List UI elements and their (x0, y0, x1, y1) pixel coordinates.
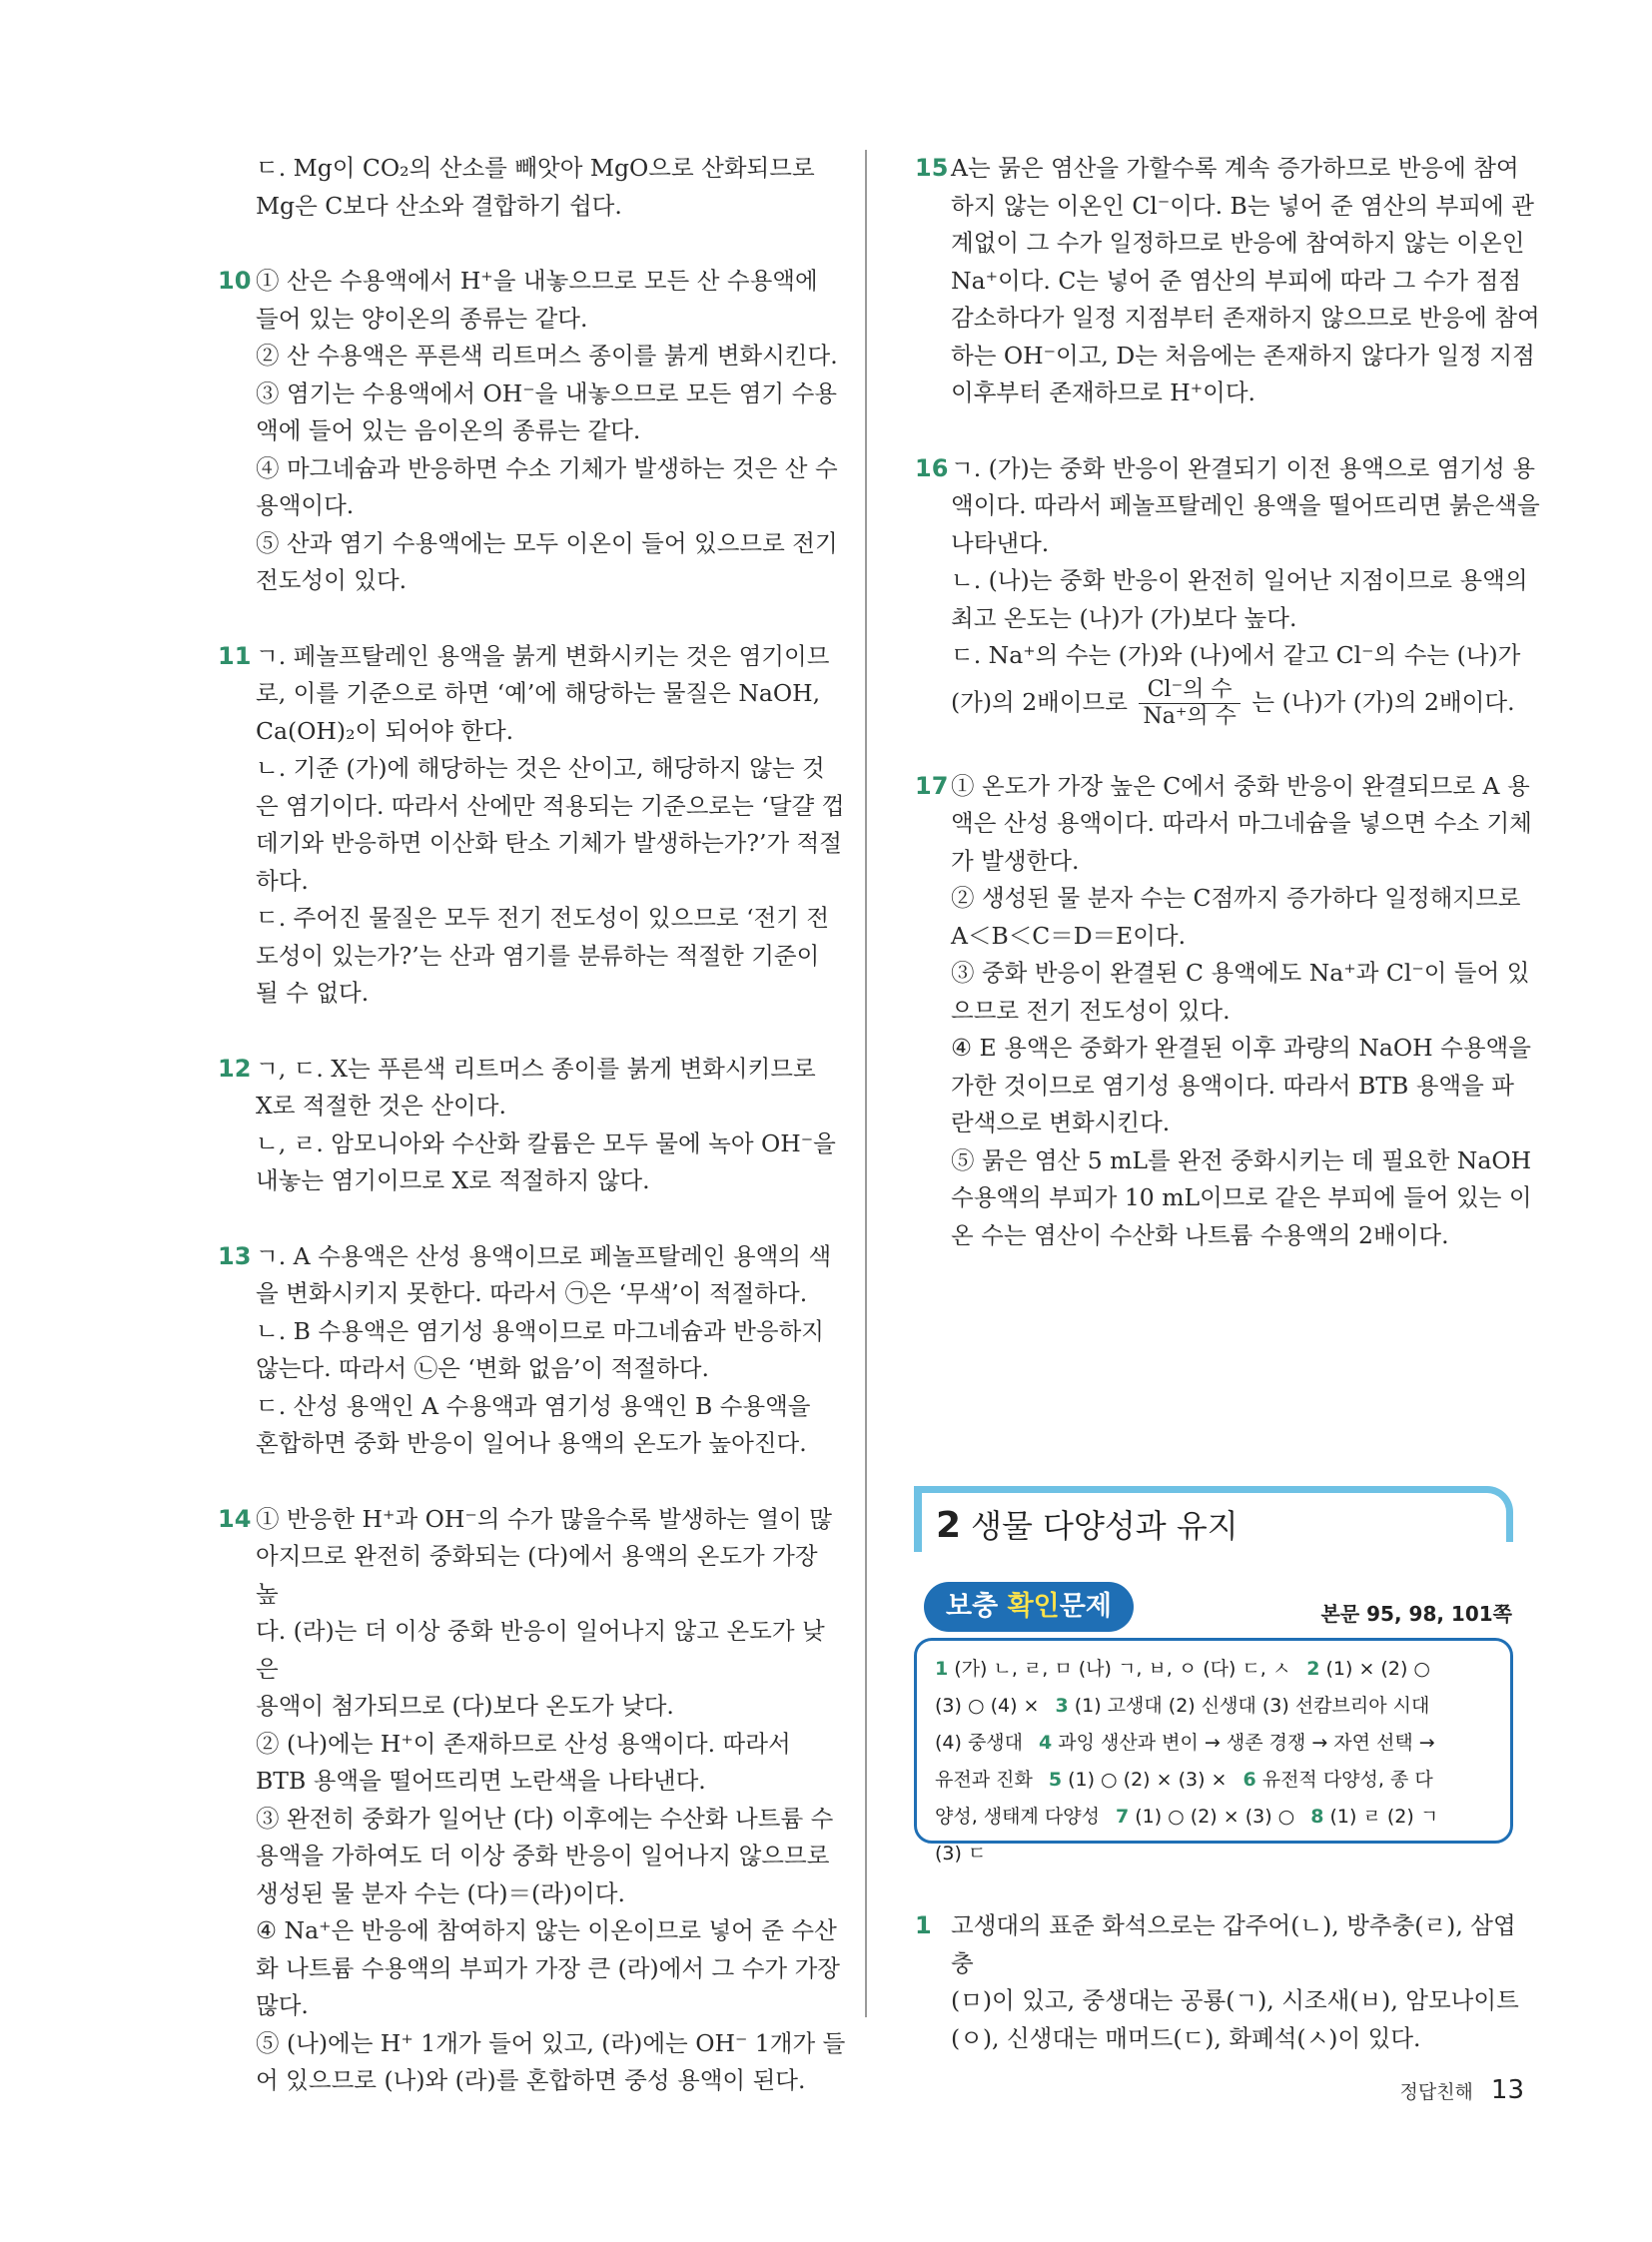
text-line: ⑤ 묽은 염산 5 mL를 완전 중화시키는 데 필요한 NaOH (951, 1145, 1532, 1174)
text-line: 들어 있는 양이온의 종류는 같다. (256, 304, 588, 333)
text-line: ③ 염기는 수용액에서 OH⁻을 내놓으므로 모든 염기 수용 (256, 378, 837, 407)
answer-key-number: 4 (1039, 1732, 1053, 1754)
answer-17 (915, 768, 1542, 1255)
text-line: 혼합하면 중화 반응이 일어나 용액의 온도가 높아진다. (256, 1429, 807, 1457)
text-line: 로, 이를 기준으로 하면 ‘예’에 해당하는 물질은 NaOH, (256, 679, 821, 707)
text-line: 용액이다. (256, 491, 355, 519)
text-line: ㄴ, ㄹ. 암모니아와 수산화 칼륨은 모두 물에 녹아 OH⁻을 (256, 1128, 836, 1157)
badge-text: 보충 (946, 1591, 999, 1622)
answer-key-text: (1) ㄹ (2) ㄱ (1323, 1806, 1439, 1828)
text-line: 될 수 없다. (256, 979, 370, 1007)
text-line: (ㅇ), 신생대는 매머드(ㄷ), 화폐석(ㅅ)이 있다. (951, 2023, 1421, 2052)
question-number: 17 (915, 771, 949, 800)
text-line: ④ E 용액은 중화가 완결된 이후 과량의 NaOH 수용액을 (951, 1034, 1531, 1062)
answer-key-text: (3) ㄷ (935, 1843, 987, 1865)
right-column (915, 150, 1542, 1254)
fraction-line (951, 677, 1542, 730)
section-bar (914, 1486, 922, 1552)
section-number: 2 (936, 1505, 962, 1546)
text-line: 생성된 물 분자 수는 (다)＝(라)이다. (256, 1878, 625, 1907)
question-number: 15 (915, 154, 949, 182)
answer-key-text: (가) ㄴ, ㄹ, ㅁ (나) ㄱ, ㅂ, ㅇ (다) ㄷ, ㅅ (948, 1658, 1291, 1680)
answer-key-text: (3) ○ (4) × (935, 1695, 1040, 1717)
answer-key-line (935, 1688, 1492, 1725)
badge-text: 문제 (1059, 1591, 1112, 1622)
answer-key-number: 7 (1115, 1806, 1130, 1828)
question-number: 1 (915, 1911, 932, 1939)
text-span: 는 (나)가 (가)의 2배이다. (1251, 687, 1515, 716)
text-line: 계없이 그 수가 일정하므로 반응에 참여하지 않는 이온인 (951, 229, 1525, 257)
answer-11 (218, 638, 847, 1013)
text-line: ④ Na⁺은 반응에 참여하지 않는 이온이므로 넣어 준 수산 (256, 1916, 837, 1944)
answer-key-text: (1) ○ (2) × (3) ○ (1129, 1806, 1295, 1828)
answer-key-text: (4) 중생대 (935, 1732, 1024, 1754)
text-line: ① 온도가 가장 높은 C에서 중화 반응이 완결되므로 A 용 (951, 771, 1530, 800)
question-number: 11 (218, 641, 252, 670)
section-title-text: 생물 다양성과 유지 (971, 1507, 1239, 1545)
answer-key-text: (1) ○ (2) × (3) × (1062, 1769, 1228, 1791)
text-line: ㄱ. 페놀프탈레인 용액을 붉게 변화시키는 것은 염기이므 (256, 641, 830, 670)
text-line: ③ 완전히 중화가 일어난 (다) 이후에는 수산화 나트륨 수 (256, 1804, 834, 1833)
text-line: 감소하다가 일정 지점부터 존재하지 않으므로 반응에 참여 (951, 304, 1540, 332)
answer-13 (218, 1238, 847, 1463)
text-line: 하지 않는 이온인 Cl⁻이다. B는 넣어 준 염산의 부피에 관 (951, 191, 1534, 220)
text-line: 액에 들어 있는 음이온의 종류는 같다. (256, 416, 641, 444)
continued-answer (256, 150, 847, 225)
text-line: 란색으로 변화시킨다. (951, 1109, 1171, 1136)
text-line: ① 반응한 H⁺과 OH⁻의 수가 많을수록 발생하는 열이 많 (256, 1504, 832, 1533)
question-number: 10 (218, 267, 252, 295)
text-line: ㄷ. Na⁺의 수는 (가)와 (나)에서 같고 Cl⁻의 수는 (나)가 (951, 641, 1521, 669)
text-line: ㄱ. (가)는 중화 반응이 완결되기 이전 용액으로 염기성 용 (951, 453, 1535, 482)
answer-14 (218, 1501, 847, 2100)
answer-15 (915, 150, 1542, 412)
text-line: 데기와 반응하면 이산화 탄소 기체가 발생하는가?’가 적절 (256, 829, 843, 857)
question-number: 12 (218, 1054, 252, 1083)
page-footer (1399, 2075, 1524, 2105)
text-line: 이후부터 존재하므로 H⁺이다. (951, 378, 1256, 406)
text-span: (가)의 2배이므로 (951, 687, 1128, 716)
question-number: 13 (218, 1241, 252, 1270)
text-line: 가 발생한다. (951, 846, 1080, 875)
section-title (936, 1501, 1239, 1547)
answer-key-text: 양성, 생태계 다양성 (935, 1806, 1100, 1828)
answer-key-line (935, 1836, 1492, 1872)
answer-key-text: 유전과 진화 (935, 1769, 1033, 1791)
text-line: X로 적절한 것은 산이다. (256, 1092, 506, 1120)
text-line: Ca(OH)₂이 되어야 한다. (256, 716, 514, 745)
text-line: ㄷ. 산성 용액인 A 수용액과 염기성 용액인 B 수용액을 (256, 1391, 811, 1420)
text-line: ② 생성된 물 분자 수는 C점까지 증가하다 일정해지므로 (951, 884, 1521, 912)
answer-key-box (914, 1638, 1513, 1865)
answer-key-number: 2 (1306, 1658, 1320, 1680)
text-line: 하는 OH⁻이고, D는 처음에는 존재하지 않다가 일정 지점 (951, 341, 1535, 370)
text-line: 내놓는 염기이므로 X로 적절하지 않다. (256, 1166, 650, 1194)
text-line: A＜B＜C＝D＝E이다. (951, 921, 1187, 950)
text-line: 가한 것이므로 염기성 용액이다. 따라서 BTB 용액을 파 (951, 1071, 1514, 1100)
answer-10 (218, 263, 847, 600)
answer-key-number: 8 (1310, 1806, 1324, 1828)
text-line: 용액이 첨가되므로 (다)보다 온도가 낮다. (256, 1692, 674, 1720)
pages-reference: 본문 95, 98, 101쪽 (1320, 1602, 1512, 1626)
text-line: A는 묽은 염산을 가할수록 계속 증가하므로 반응에 참여 (951, 154, 1519, 182)
answer-key-text: (1) 고생대 (2) 신생대 (3) 선캄브리아 시대 (1068, 1695, 1430, 1717)
text-line: 용액을 가하여도 더 이상 중화 반응이 일어나지 않으므로 (256, 1842, 830, 1869)
text-line: 도성이 있는가?’는 산과 염기를 분류하는 적절한 기준이 (256, 941, 820, 970)
answer-key-text: (1) × (2) ○ (1319, 1658, 1430, 1680)
text-line: ④ 마그네슘과 반응하면 수소 기체가 발생하는 것은 산 수 (256, 453, 838, 482)
answer-16 (915, 450, 1542, 730)
text-line: ② 산 수용액은 푸른색 리트머스 종이를 붉게 변화시킨다. (256, 342, 838, 370)
text-line: 최고 온도는 (나)가 (가)보다 높다. (951, 603, 1297, 632)
text-line: 아지므로 완전히 중화되는 (다)에서 용액의 온도가 가장 높 (256, 1542, 818, 1608)
section-header (914, 1486, 1513, 1546)
text-line: 나타낸다. (951, 528, 1050, 557)
text-line: 다. (라)는 더 이상 중화 반응이 일어나지 않고 온도가 낮은 (256, 1617, 825, 1683)
text-line: (ㅁ)이 있고, 중생대는 공룡(ㄱ), 시조새(ㅂ), 암모나이트 (951, 1986, 1519, 2014)
text-line: 전도성이 있다. (256, 566, 408, 594)
left-column (218, 150, 847, 2100)
text-line: 많다. (256, 1991, 309, 2019)
text-line: ③ 중화 반응이 완결된 C 용액에도 Na⁺과 Cl⁻이 들어 있 (951, 959, 1530, 987)
text-line: 액은 산성 용액이다. 따라서 마그네슘을 넣으면 수소 기체 (951, 809, 1532, 837)
text-line: ㄱ, ㄷ. X는 푸른색 리트머스 종이를 붉게 변화시키므로 (256, 1054, 816, 1083)
text-line: 액이다. 따라서 페놀프탈레인 용액을 떨어뜨리면 붉은색을 (951, 491, 1540, 519)
text-line: ㄱ. A 수용액은 산성 용액이므로 페놀프탈레인 용액의 색 (256, 1241, 832, 1270)
text-line: ⑤ 산과 염기 수용액에는 모두 이온이 들어 있으므로 전기 (256, 528, 838, 557)
answer-key-text: 과잉 생산과 변이 → 생존 경쟁 → 자연 선택 → (1052, 1732, 1435, 1754)
text-line: 은 염기이다. 따라서 산에만 적용되는 기준으로는 ‘달걀 껍 (256, 791, 845, 820)
text-line: 화 나트륨 수용액의 부피가 가장 큰 (라)에서 그 수가 가장 (256, 1953, 840, 1982)
answer-key-line (935, 1725, 1492, 1762)
text-line: 을 변화시키지 못한다. 따라서 ㉠은 ‘무색’이 적절하다. (256, 1279, 808, 1307)
fraction-numerator: Cl⁻의 수 (1139, 677, 1239, 704)
text-line: ㄴ. B 수용액은 염기성 용액이므로 마그네슘과 반응하지 (256, 1316, 824, 1345)
question-number: 16 (915, 453, 949, 482)
text-line: Mg은 C보다 산소와 결합하기 쉽다. (256, 191, 622, 220)
answer-key-line (935, 1799, 1492, 1836)
text-line: 하다. (256, 866, 309, 895)
column-divider (865, 150, 867, 2017)
text-line: 않는다. 따라서 ㉡은 ‘변화 없음’이 적절하다. (256, 1354, 709, 1382)
badge-text-highlight: 확인 (1007, 1591, 1060, 1622)
text-line: ② (나)에는 H⁺이 존재하므로 산성 용액이다. 따라서 (256, 1729, 791, 1758)
answer-1 (915, 1907, 1530, 2057)
text-line: 어 있으므로 (나)와 (라)를 혼합하면 중성 용액이 된다. (256, 2066, 806, 2094)
answer-key-number: 6 (1242, 1769, 1256, 1791)
supplement-badge (924, 1582, 1134, 1632)
answer-key-number: 1 (935, 1658, 949, 1680)
answer-key-text: 유전적 다양성, 종 다 (1255, 1769, 1433, 1791)
text-line: ① 산은 수용액에서 H⁺을 내놓으므로 모든 산 수용액에 (256, 267, 818, 295)
text-line: 수용액의 부피가 10 mL이므로 같은 부피에 들어 있는 이 (951, 1183, 1532, 1211)
text-line: ㄷ. 주어진 물질은 모두 전기 전도성이 있으므로 ‘전기 전 (256, 904, 830, 932)
page-number: 13 (1490, 2075, 1524, 2105)
text-line: 온 수는 염산이 수산화 나트륨 수용액의 2배이다. (951, 1220, 1449, 1249)
answer-key-line (935, 1762, 1492, 1799)
answer-key-number: 3 (1055, 1695, 1069, 1717)
answer-key-line (935, 1651, 1492, 1688)
answer-12 (218, 1051, 847, 1200)
text-line: ㄴ. 기준 (가)에 해당하는 것은 산이고, 해당하지 않는 것 (256, 754, 825, 782)
text-line: ㄴ. (나)는 중화 반응이 완전히 일어난 지점이므로 용액의 (951, 566, 1528, 594)
text-line: ㄷ. Mg이 CO₂의 산소를 빼앗아 MgO으로 산화되므로 (256, 154, 815, 182)
fraction (1139, 677, 1239, 730)
footer-label: 정답친해 (1399, 2081, 1473, 2103)
text-line: BTB 용액을 떨어뜨리면 노란색을 나타낸다. (256, 1767, 706, 1795)
text-line: Na⁺이다. C는 넣어 준 염산의 부피에 따라 그 수가 점점 (951, 266, 1521, 295)
question-number: 14 (218, 1504, 252, 1533)
answer-key-number: 5 (1048, 1769, 1063, 1791)
text-line: 고생대의 표준 화석으로는 갑주어(ㄴ), 방추충(ㄹ), 삼엽충 (951, 1911, 1516, 1977)
text-line: ⑤ (나)에는 H⁺ 1개가 들어 있고, (라)에는 OH⁻ 1개가 들 (256, 2028, 846, 2057)
text-line: 으므로 전기 전도성이 있다. (951, 996, 1231, 1025)
fraction-denominator: Na⁺의 수 (1143, 703, 1237, 729)
